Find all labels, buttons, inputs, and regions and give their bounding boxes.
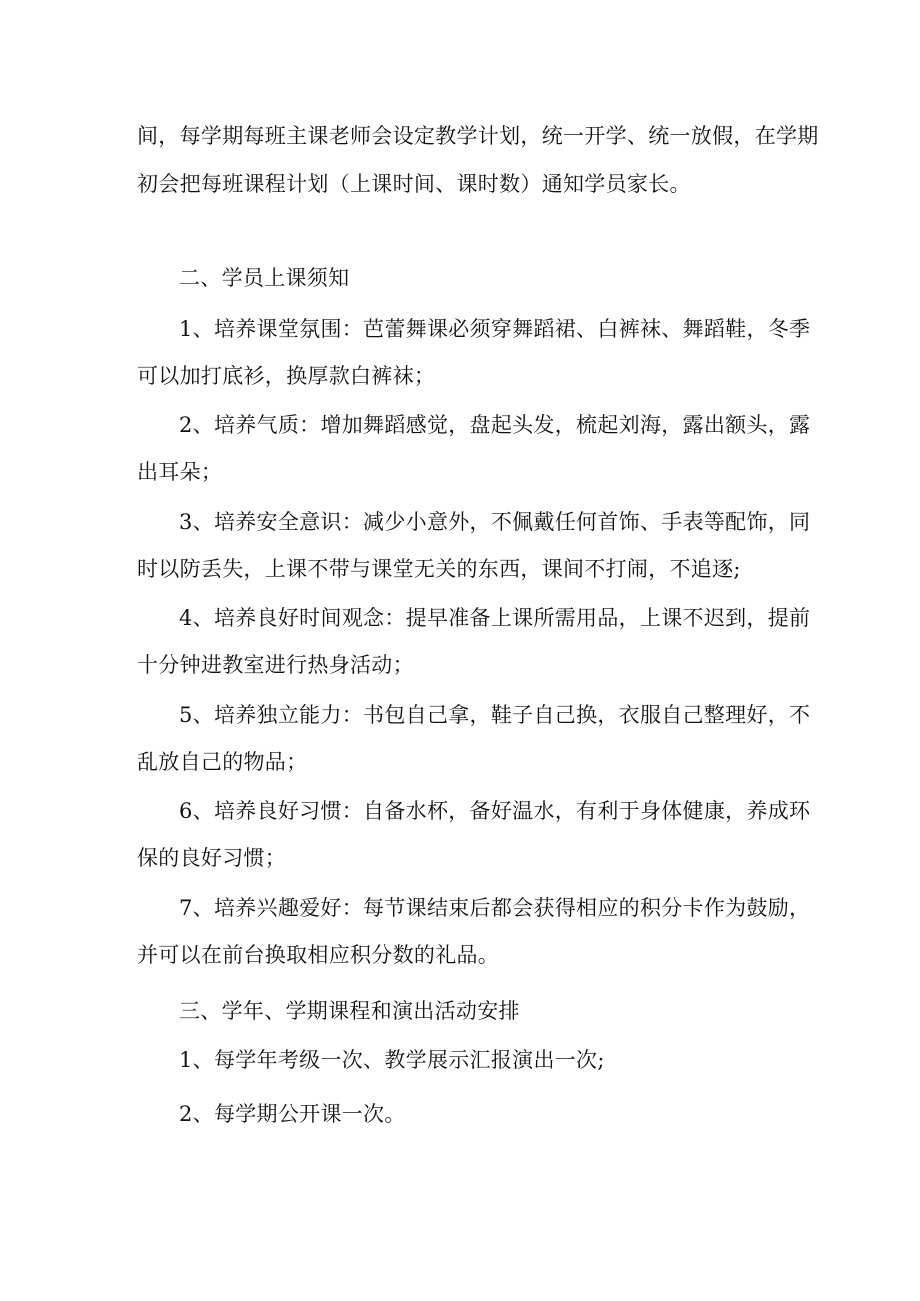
item-6-line-2: 保的良好习惯； xyxy=(137,846,287,870)
item-7-line-1: 7、培养兴趣爱好：每节课结束后都会获得相应的积分卡作为鼓励， xyxy=(179,896,811,920)
sec3-item-2: 2、每学期公开课一次。 xyxy=(179,1102,406,1126)
intro-line-2: 初会把每班课程计划（上课时间、课时数）通知学员家长。 xyxy=(137,172,691,196)
item-4-line-1: 4、培养良好时间观念：提早准备上课所需用品，上课不迟到，提前 xyxy=(179,606,811,630)
item-1-line-1: 1、培养课堂氛围：芭蕾舞课必须穿舞蹈裙、白裤袜、舞蹈鞋，冬季 xyxy=(179,317,811,341)
sec3-item-1: 1、每学年考级一次、教学展示汇报演出一次; xyxy=(179,1048,605,1072)
item-5-line-2: 乱放自己的物品； xyxy=(137,750,308,774)
item-6-line-1: 6、培养良好习惯：自备水杯，备好温水，有利于身体健康，养成环 xyxy=(179,799,811,823)
item-4-line-2: 十分钟进教室进行热身活动； xyxy=(137,653,414,677)
item-3-line-2: 时以防丢失，上课不带与课堂无关的东西，课间不打闹，不追逐; xyxy=(137,557,741,581)
intro-line-1: 间，每学期每班主课老师会设定教学计划，统一开学、统一放假，在学期 xyxy=(137,124,819,148)
item-1-line-2: 可以加打底衫，换厚款白裤袜； xyxy=(137,364,436,388)
item-2-line-2: 出耳朵； xyxy=(137,460,223,484)
section-3-heading: 三、学年、学期课程和演出活动安排 xyxy=(179,999,520,1023)
item-7-line-2: 并可以在前台换取相应积分数的礼品。 xyxy=(137,943,500,967)
item-2-line-1: 2、培养气质：增加舞蹈感觉，盘起头发，梳起刘海，露出额头，露 xyxy=(179,413,811,437)
item-5-line-1: 5、培养独立能力：书包自己拿，鞋子自己换，衣服自己整理好，不 xyxy=(179,703,811,727)
section-2-heading: 二、学员上课须知 xyxy=(179,266,350,290)
item-3-line-1: 3、培养安全意识：减少小意外，不佩戴任何首饰、手表等配饰，同 xyxy=(179,510,811,534)
